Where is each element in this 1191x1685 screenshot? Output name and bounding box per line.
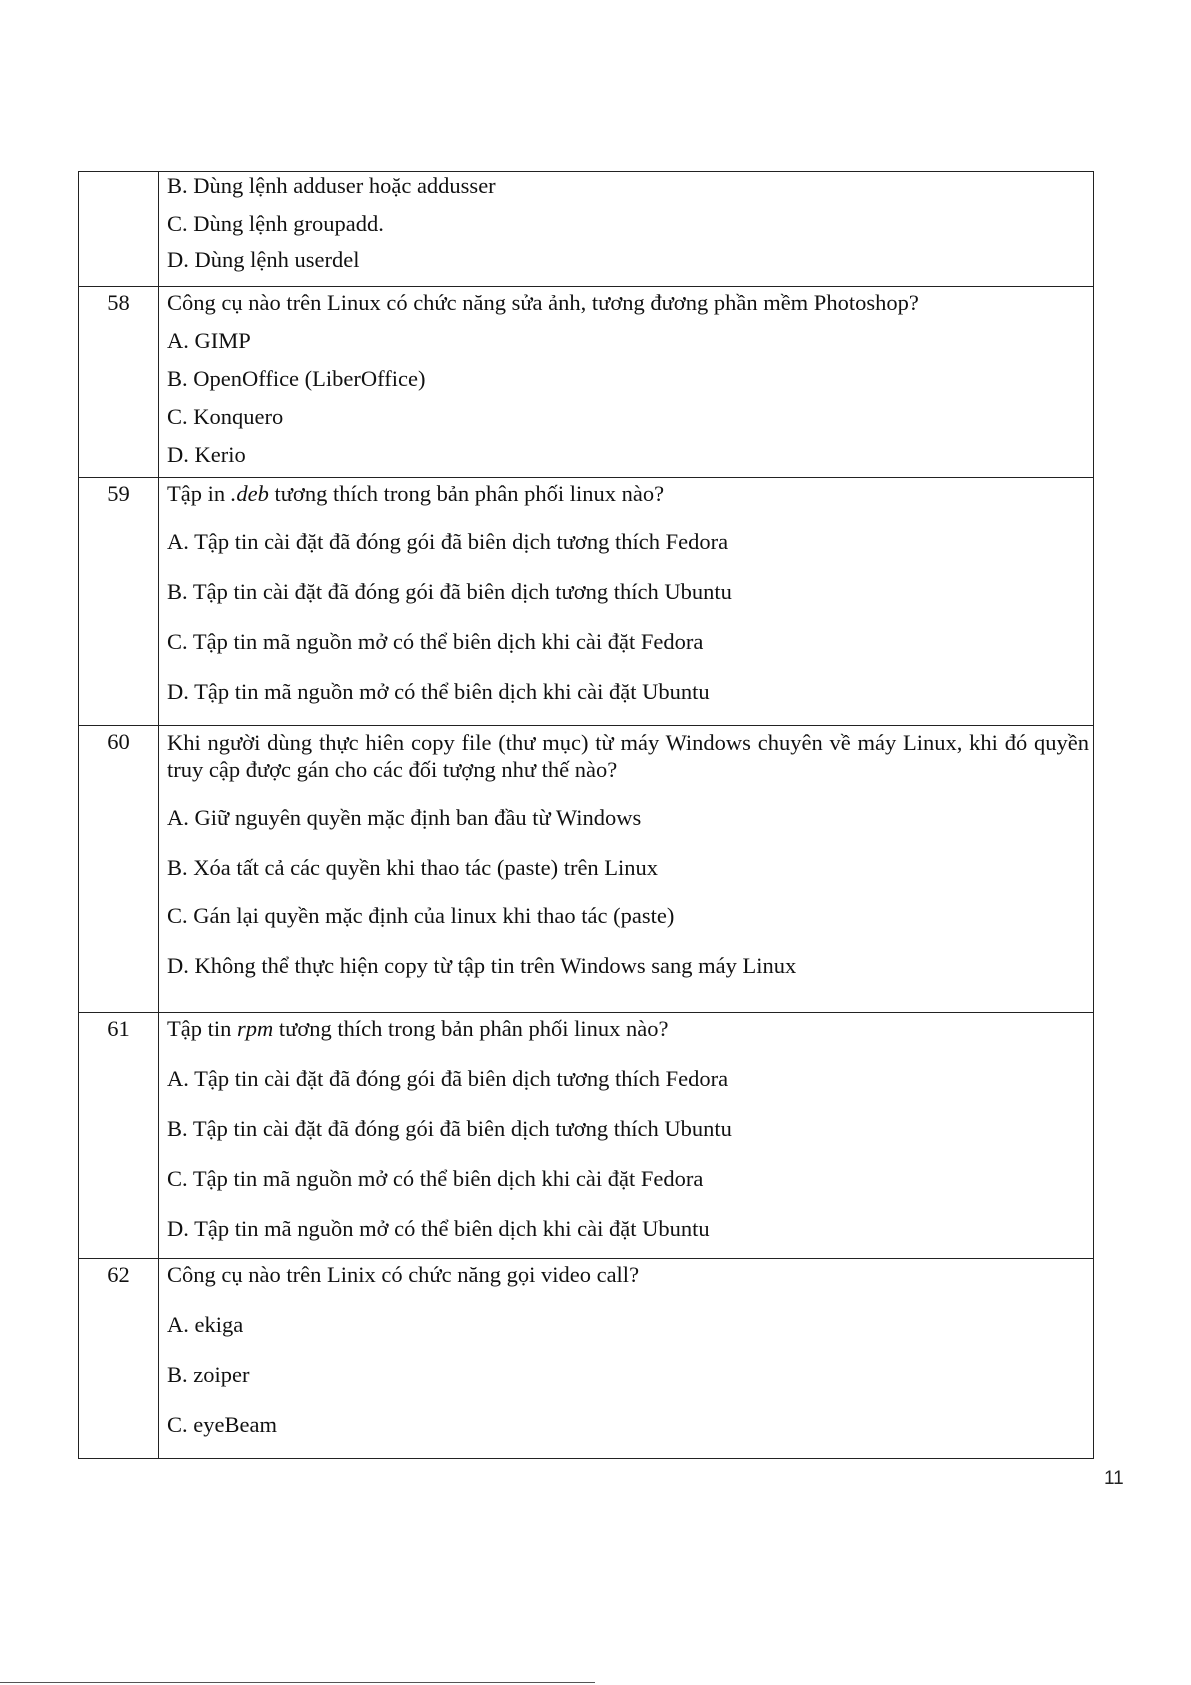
question-text-start: Tập tin (167, 1016, 237, 1041)
question-text-end: tương thích trong bản phân phối linux nào? (273, 1016, 669, 1041)
page-number: 11 (1104, 1468, 1124, 1489)
file-extension-term: rpm (236, 1016, 274, 1041)
answer-option: D. Kerio (167, 442, 246, 467)
question-row (79, 726, 1094, 1013)
question-number-cell: 61 (79, 1013, 159, 1259)
answer-option: C. Gán lại quyền mặc định của linux khi thao tác (paste) (167, 903, 675, 928)
footnote-divider (0, 1682, 595, 1683)
question-text: Khi người dùng thực hiên copy file (thư mục) từ máy Windows chuyên về máy Linux, khi đó quyền truy cập được gán cho các đối tượng như thế nào? (167, 730, 1089, 782)
question-row (79, 1259, 1094, 1459)
question-content-cell (159, 1259, 1094, 1459)
answer-option: A. GIMP (167, 328, 251, 353)
question-number-cell: 60 (79, 726, 159, 1013)
answer-option: A. Tập tin cài đặt đã đóng gói đã biên dịch tương thích Fedora (167, 1066, 729, 1091)
answer-option: C. Tập tin mã nguồn mở có thể biên dịch khi cài đặt Fedora (167, 629, 704, 654)
question-text (167, 481, 1093, 507)
question-content-cell (159, 478, 1094, 726)
answer-option: B. OpenOffice (LiberOffice) (167, 366, 426, 391)
question-row (79, 287, 1094, 478)
answer-option: D. Tập tin mã nguồn mở có thể biên dịch khi cài đặt Ubuntu (167, 679, 710, 704)
answer-option: A. Tập tin cài đặt đã đóng gói đã biên dịch tương thích Fedora (167, 529, 729, 554)
answer-option: C. Konquero (167, 404, 284, 429)
question-table (78, 171, 1094, 1459)
question-text-end: tương thích trong bản phân phối linux nào? (268, 481, 665, 506)
answer-option: B. Tập tin cài đặt đã đóng gói đã biên dịch tương thích Ubuntu (167, 1116, 732, 1141)
answer-option: A. Giữ nguyên quyền mặc định ban đầu từ Windows (167, 805, 642, 830)
question-text: Công cụ nào trên Linix có chức năng gọi video call? (167, 1262, 640, 1287)
question-row (79, 478, 1094, 726)
answer-option: C. eyeBeam (167, 1412, 277, 1437)
answer-option: B. Dùng lệnh adduser hoặc addusser (167, 173, 496, 198)
answer-option: C. Tập tin mã nguồn mở có thể biên dịch khi cài đặt Fedora (167, 1166, 704, 1191)
answer-option: C. Dùng lệnh groupadd. (167, 211, 384, 236)
question-content-cell (159, 726, 1094, 1013)
question-number-cell: 58 (79, 287, 159, 478)
question-content-cell (159, 1013, 1094, 1259)
question-text: Công cụ nào trên Linux có chức năng sửa ảnh, tương đương phần mềm Photoshop? (167, 290, 919, 315)
answer-option: D. Dùng lệnh userdel (167, 247, 360, 272)
question-content-cell (159, 172, 1094, 287)
answer-option: B. Xóa tất cả các quyền khi thao tác (paste) trên Linux (167, 855, 659, 880)
file-extension-term: .deb (230, 481, 269, 506)
question-content-cell (159, 287, 1094, 478)
question-number-cell: 62 (79, 1259, 159, 1459)
question-row (79, 172, 1094, 287)
answer-option: D. Tập tin mã nguồn mở có thể biên dịch khi cài đặt Ubuntu (167, 1216, 710, 1241)
question-number-cell: 59 (79, 478, 159, 726)
question-text (167, 1016, 1093, 1042)
question-row (79, 1013, 1094, 1259)
answer-option: D. Không thể thực hiện copy từ tập tin trên Windows sang máy Linux (167, 953, 797, 978)
answer-option: B. zoiper (167, 1362, 250, 1387)
answer-option: A. ekiga (167, 1312, 244, 1337)
question-number-cell (79, 172, 159, 287)
answer-option: B. Tập tin cài đặt đã đóng gói đã biên dịch tương thích Ubuntu (167, 579, 732, 604)
question-text-start: Tập in (167, 481, 231, 506)
